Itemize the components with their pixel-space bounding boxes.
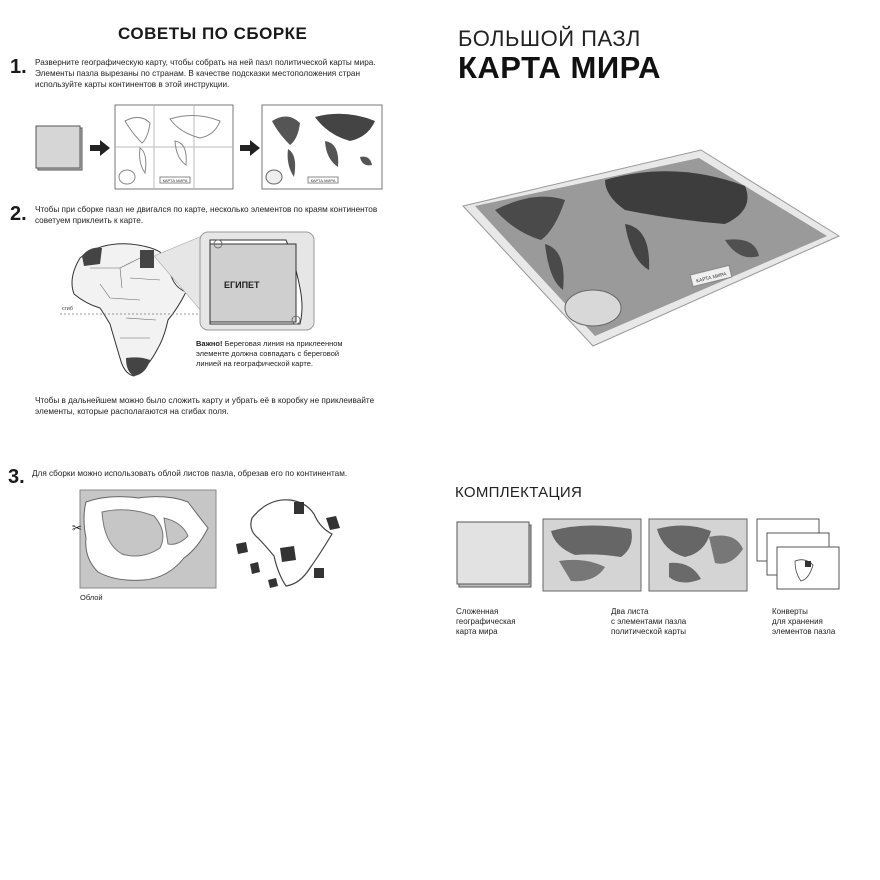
section-title-contents: КОМПЛЕКТАЦИЯ <box>455 484 583 501</box>
step-3-illustration <box>68 488 358 602</box>
product-subtitle: БОЛЬШОЙ ПАЗЛ <box>458 26 641 51</box>
egypt-highlight <box>140 250 154 268</box>
arrow-right-icon <box>240 140 260 156</box>
filled-map-illustration <box>262 105 382 189</box>
step-2-note: Чтобы в дальнейшем можно было сложить карту и убрать её в коробку не приклеивайте элементы, которые располагаются на сгибах поля. <box>35 396 375 416</box>
folded-map-item <box>457 522 531 587</box>
important-note: Важно! Береговая линия на приклеенном элементе должна совпадать с береговой линией на географической карте. <box>196 339 343 368</box>
highlight-northwest <box>82 248 102 266</box>
svg-text:КАРТА МИРА: КАРТА МИРА <box>162 178 188 183</box>
contents-caption-2: Два листа с элементами пазла политической карты <box>611 607 687 636</box>
puzzle-sheet-1 <box>543 519 641 591</box>
offcut-caption: Облой <box>80 593 103 602</box>
step-2-number: 2. <box>10 203 27 225</box>
envelopes-item <box>757 519 839 589</box>
folded-map-icon <box>36 126 82 170</box>
fold-label: сгиб <box>62 306 73 312</box>
egypt-label: ЕГИПЕТ <box>224 280 260 290</box>
arrow-right-icon <box>90 140 110 156</box>
world-map-photo <box>455 140 845 355</box>
puzzle-sheet-2 <box>649 519 747 591</box>
step-3-text: Для сборки можно использовать облой листов пазла, обрезав его по континентам. <box>32 469 348 478</box>
step-2-text: Чтобы при сборке пазл не двигался по карте, несколько элементов по краям континентов советуем приклеить к карте. <box>35 205 378 225</box>
contents-illustrations <box>455 517 845 597</box>
page-title-tips: СОВЕТЫ ПО СБОРКЕ <box>118 24 308 43</box>
contents-caption-1: Сложенная географическая карта мира <box>456 607 516 636</box>
product-title: КАРТА МИРА <box>458 50 662 85</box>
scissors-icon: ✂ <box>72 521 83 535</box>
step-3-number: 3. <box>8 466 25 488</box>
svg-text:КАРТА МИРА: КАРТА МИРА <box>310 178 336 183</box>
step-1-number: 1. <box>10 56 27 78</box>
map-badge: КАРТА МИРА <box>695 271 728 285</box>
empty-map-outline <box>115 105 233 189</box>
contents-caption-3: Конверты для хранения элементов пазла <box>772 607 836 636</box>
step-1-text: Разверните географическую карту, чтобы собрать на ней пазл политической карты мира. Элементы пазла вырезаны по странам. В качестве подсказки местоположения стран используйте карты континентов в этой инструкции. <box>35 58 376 89</box>
offcut-sheet <box>80 490 216 588</box>
africa-pieces <box>236 500 340 588</box>
step-1-illustration <box>30 103 390 193</box>
